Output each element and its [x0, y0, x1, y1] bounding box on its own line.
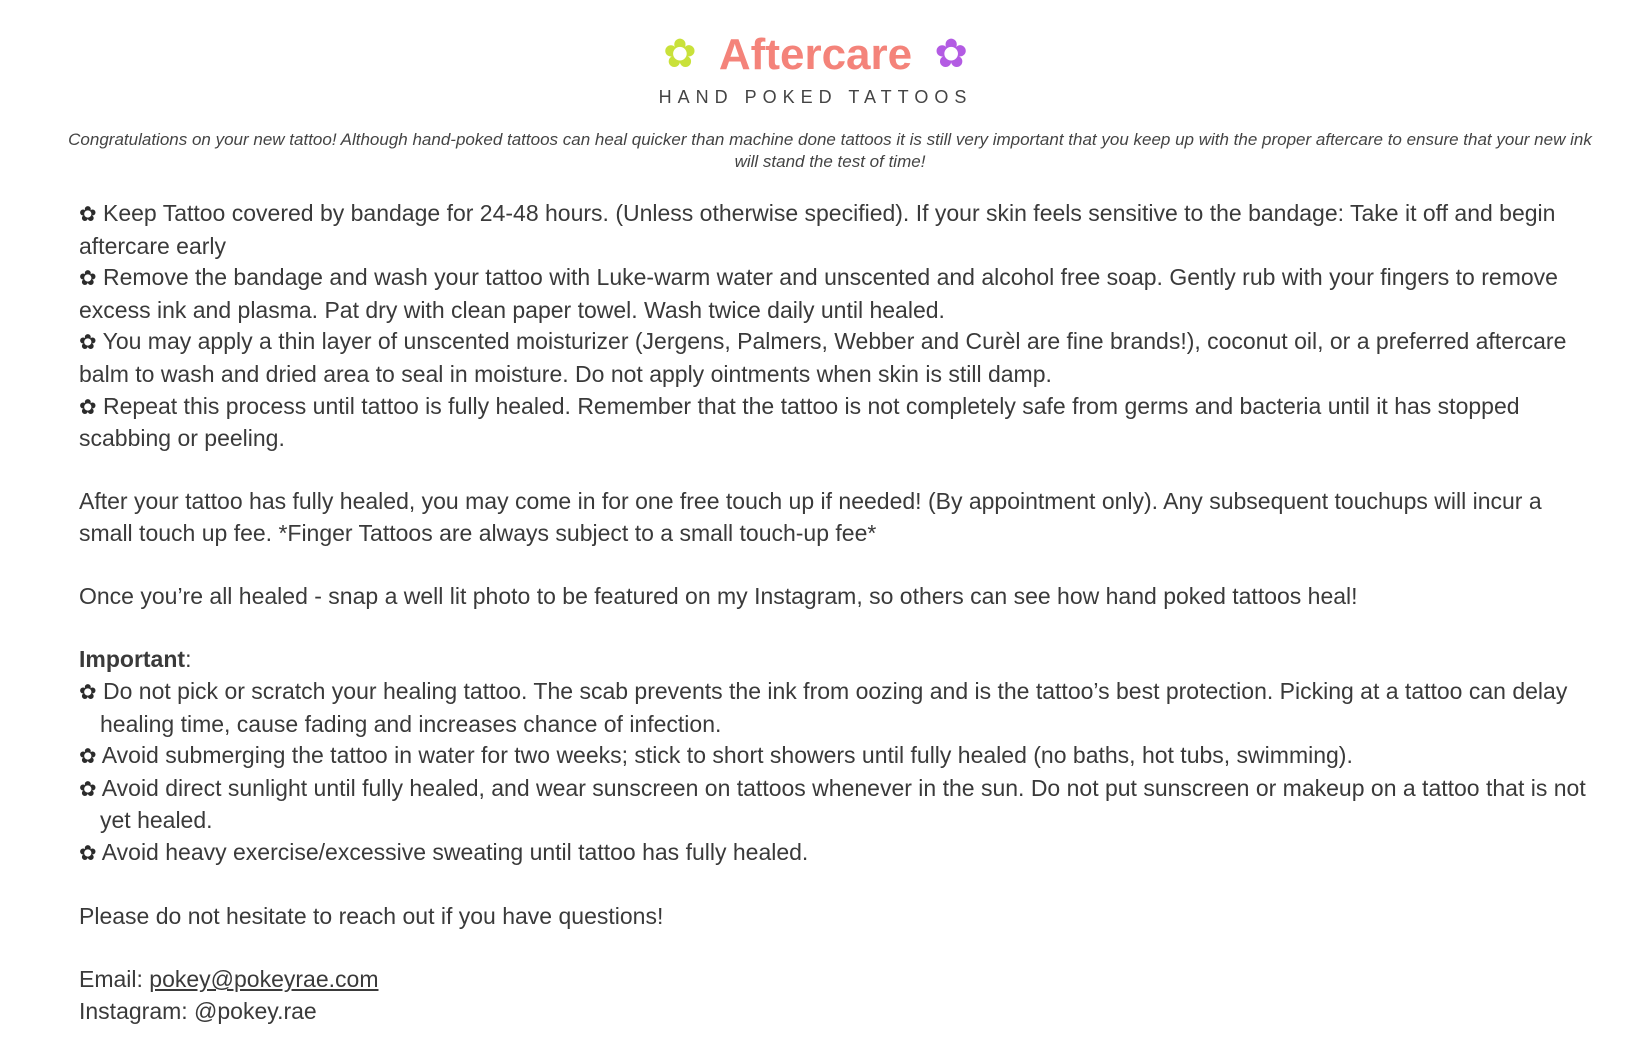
important-heading-line — [79, 644, 1589, 676]
intro-text: Congratulations on your new tattoo! Although hand-poked tattoos can heal quicker than machine done tattoos it is still very important that you keep up with the proper aftercare to ensure that your new ink will stand the test of time! — [68, 130, 1592, 171]
page-title: Aftercare — [718, 30, 913, 79]
flower-bullet-icon: ✿ — [79, 394, 97, 419]
instagram-label: Instagram: — [79, 997, 195, 1024]
important-item — [79, 837, 1589, 870]
flower-icon: ✿ — [934, 31, 968, 77]
flower-bullet-icon: ✿ — [79, 744, 97, 769]
flower-bullet-icon: ✿ — [79, 330, 97, 355]
flower-bullet-icon: ✿ — [79, 202, 97, 226]
touchup-paragraph: After your tattoo has fully healed, you may come in for one free touch up if needed! (By appointment only). Any subsequent touchups will incur a small touch up fee. *Finger Tattoos are always subject to a small touch-up fee* — [79, 488, 1542, 546]
flower-icon: ✿ — [663, 31, 697, 77]
important-text: Avoid heavy exercise/excessive sweating until tattoo has fully healed. — [101, 838, 809, 865]
instagram-handle: @pokey.rae — [194, 997, 317, 1024]
important-text: Avoid submerging the tattoo in water for two weeks; stick to short showers until fully healed (no baths, hot tubs, swimming). — [101, 742, 1353, 769]
important-text: Do not pick or scratch your healing tattoo. The scab prevents the ink from oozing and is the tattoo’s best protection. Picking at a tattoo can delay healing time, cause fading and increases chance of infection. — [100, 677, 1568, 737]
page-subtitle: HAND POKED TATTOOS — [658, 87, 973, 107]
title-row — [0, 28, 1631, 81]
important-colon: : — [185, 646, 192, 673]
step-text: Keep Tattoo covered by bandage for 24-48 hours. (Unless otherwise specified). If your skin feels sensitive to the bandage: Take it off and begin aftercare early — [79, 200, 1556, 259]
aftercare-content — [79, 198, 1589, 1027]
instagram-note: Once you’re all healed - snap a well lit photo to be featured on my Instagram, so others can see how hand poked tattoos heal! — [79, 583, 1358, 610]
step-item — [79, 391, 1589, 455]
flower-bullet-icon: ✿ — [79, 266, 97, 291]
important-item — [79, 773, 1589, 837]
flower-bullet-icon: ✿ — [79, 679, 97, 704]
email-line — [79, 964, 1589, 996]
step-item — [79, 262, 1589, 326]
step-item — [79, 198, 1589, 262]
flower-bullet-icon: ✿ — [79, 840, 97, 865]
step-item — [79, 326, 1589, 390]
instagram-line — [79, 996, 1589, 1028]
email-label: Email: — [79, 966, 150, 993]
closing-text: Please do not hesitate to reach out if you have questions! — [79, 903, 664, 930]
important-item — [79, 740, 1589, 773]
important-heading: Important — [79, 646, 186, 673]
step-text: You may apply a thin layer of unscented moisturizer (Jergens, Palmers, Webber and Curèl are fine brands!), coconut oil, or a preferred aftercare balm to wash and dried area to seal in moisture. Do not apply ointments when skin is still damp. — [79, 328, 1567, 387]
email-link[interactable]: pokey@pokeyrae.com — [149, 966, 379, 993]
flower-bullet-icon: ✿ — [79, 776, 97, 801]
step-text: Repeat this process until tattoo is fully healed. Remember that the tattoo is not completely safe from germs and bacteria until it has stopped scabbing or peeling. — [79, 392, 1520, 452]
important-text: Avoid direct sunlight until fully healed, and wear sunscreen on tattoos whenever in the sun. Do not put sunscreen or makeup on a tattoo that is not yet healed. — [100, 774, 1586, 834]
important-item — [79, 676, 1589, 740]
step-text: Remove the bandage and wash your tattoo with Luke-warm water and unscented and alcohol free soap. Gently rub with your fingers to remove excess ink and plasma. Pat dry with clean paper towel. Wash twice daily until healed. — [79, 264, 1558, 323]
